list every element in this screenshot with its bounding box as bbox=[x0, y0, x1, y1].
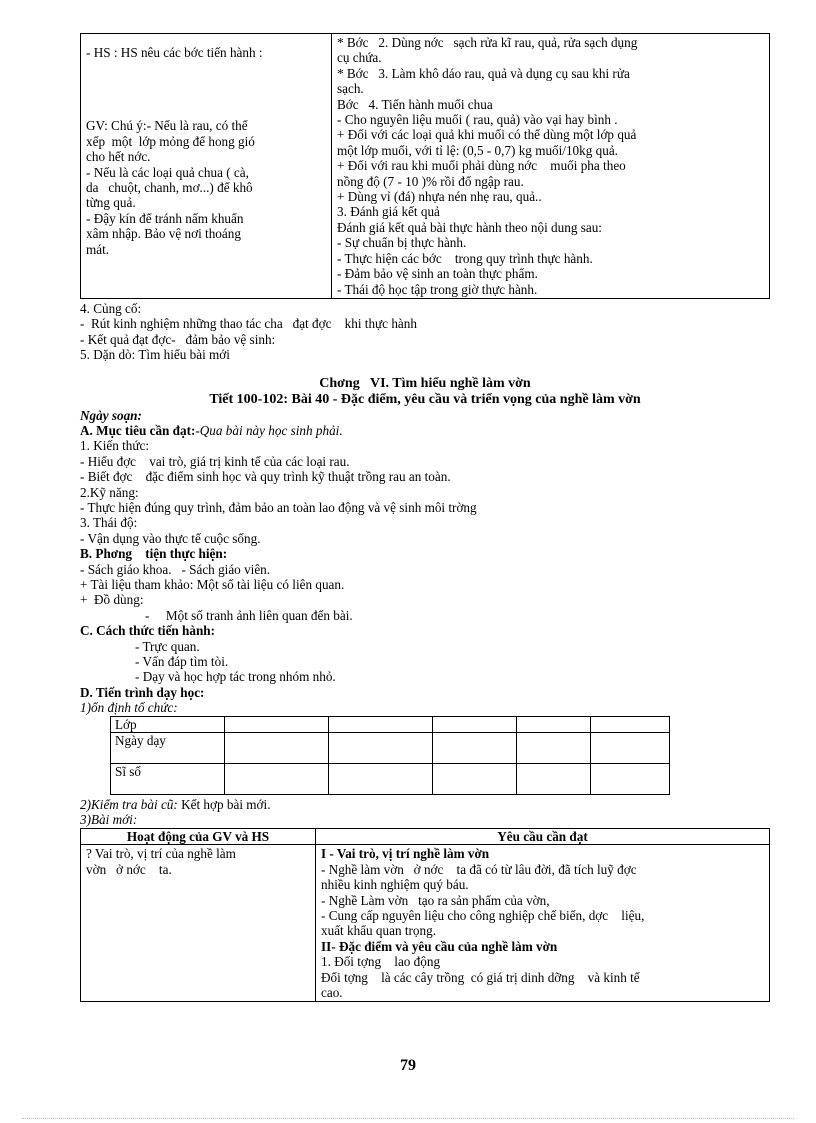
requirement-heading-1: I - Vai trò, vị trí nghề làm vờn bbox=[321, 846, 490, 862]
step-line: - Thái độ học tập trong giờ thực hành. bbox=[337, 281, 538, 297]
class-schedule-table bbox=[110, 716, 670, 795]
section-a: A. Mục tiêu cần đạt:-Qua bài này học sinh phải. 1. Kiến thức: - Hiểu đợc vai trò, giá trị kinh tế của các loại rau. - Biết đợc đặc điểm sinh học và quy trình kỹ thuật trồng rau an toàn. 2.Kỹ năng: - Thực hiện đúng quy trình, đảm bảo an toàn lao động và vệ sinh môi trờng 3. Thái độ: - Vận dụng vào thực tế cuộc sống. bbox=[80, 422, 477, 546]
step-line: sạch. bbox=[337, 81, 364, 97]
prep-date: Ngày soạn: bbox=[80, 407, 142, 423]
hs-instruction: - HS : HS nêu các bớc tiến hành : bbox=[86, 45, 263, 60]
page-number: 79 bbox=[400, 1057, 416, 1074]
step-1: 1)ổn định tổ chức: bbox=[80, 700, 178, 716]
step-line: nồng độ (7 - 10 )% rồi đổ ngập rau. bbox=[337, 173, 524, 189]
requirement-content-cell: I - Vai trò, vị trí nghề làm vờn - Nghề làm vờn ở nớc ta đã có từ lâu đời, đã tích luỹ đợc nhiều kinh nghiệm quý báu. - Nghề Làm vờn tạo ra sản phẩm của vờn, - Cung cấp nguyên liệu cho công nghiệp chế biến, dợc liệu, xuất khẩu quan trọng. II- Đặc điểm và yêu cầu của nghề làm vờn 1. Đối tợng lao động Đối tợng là các cây trồng có giá trị dinh dỡng và kinh tế cao. bbox=[316, 845, 770, 1002]
class-label: Lớp bbox=[111, 716, 225, 732]
step-3: 3)Bài mới: bbox=[80, 812, 138, 828]
section-b: B. Phơng tiện thực hiện: - Sách giáo khoa. - Sách giáo viên. + Tài liệu tham khảo: Một số tài liệu có liên quan. + Đồ dùng: - Một số tranh ảnh liên quan đến bài. bbox=[80, 546, 770, 623]
step-line: - Thực hiện các bớc trong quy trình thực hành. bbox=[337, 250, 593, 266]
section-c: C. Cách thức tiến hành: - Trực quan. - Vấn đáp tìm tòi. - Dạy và học hợp tác trong nhóm nhỏ. bbox=[80, 623, 770, 685]
step-line: - Sự chuẩn bị thực hành. bbox=[337, 235, 467, 251]
step-line: Đánh giá kết quả bài thực hành theo nội dung sau: bbox=[337, 219, 602, 235]
section-d-heading: D. Tiến trình dạy học: bbox=[80, 684, 205, 700]
step-line: cụ chứa. bbox=[337, 50, 382, 66]
teacher-activity-cell bbox=[81, 34, 332, 299]
step-line: 3. Đánh giá kết quả bbox=[337, 204, 440, 220]
step-line: Bớc 4. Tiến hành muối chua bbox=[337, 96, 493, 112]
step-line: + Đối với rau khi muối phải dùng nớc muối pha theo bbox=[337, 158, 626, 174]
count-label: Sĩ số bbox=[111, 764, 225, 795]
step-line: + Đối với các loại quả khi muối có thể dùng một lớp quả bbox=[337, 127, 637, 143]
step-line: - Đảm bảo vệ sinh an toàn thực phẩm. bbox=[337, 266, 538, 282]
step-line: + Dùng vỉ (đá) nhựa nén nhẹ rau, quả.. bbox=[337, 189, 542, 205]
activity-cell: ? Vai trò, vị trí của nghề làm vờn ở nớc ta. bbox=[81, 845, 316, 1002]
requirement-cell bbox=[332, 34, 770, 299]
practice-steps-table bbox=[80, 33, 770, 299]
page-content bbox=[80, 33, 770, 1002]
step-line: * Bớc 2. Dùng nớc sạch rửa kĩ rau, quả, rửa sạch dụng bbox=[337, 35, 638, 50]
step-2-text: Kết hợp bài mới. bbox=[177, 797, 271, 813]
section-d bbox=[80, 685, 770, 828]
lesson-activity-table bbox=[80, 828, 770, 1002]
col-activity-header: Hoạt động của GV và HS bbox=[81, 828, 316, 844]
col-requirement-header: Yêu cầu cần đạt bbox=[316, 828, 770, 844]
consolidation-section: 4. Củng cố: - Rút kinh nghiệm những thao tác cha đạt đợc khi thực hành - Kết quả đạt đợc- đảm bảo vệ sinh: 5. Dặn dò: Tìm hiểu bài mới bbox=[80, 300, 417, 363]
section-a-note: -Qua bài này học sinh phải. bbox=[195, 422, 343, 438]
section-a-heading: A. Mục tiêu cần đạt: bbox=[80, 422, 196, 438]
section-b-heading: B. Phơng tiện thực hiện: bbox=[80, 546, 228, 562]
footer-divider bbox=[22, 1118, 794, 1119]
step-2-label: 2)Kiểm tra bài cũ: bbox=[80, 797, 178, 813]
step-line: * Bớc 3. Làm khô dáo rau, quả và dụng cụ sau khi rửa bbox=[337, 65, 630, 81]
date-label: Ngày dạy bbox=[111, 733, 225, 764]
requirement-heading-2: II- Đặc điểm và yêu cầu của nghề làm vờn bbox=[321, 938, 558, 954]
step-line: - Cho nguyên liệu muối ( rau, quả) vào vại hay bình . bbox=[337, 112, 618, 128]
step-line: một lớp muối, với tỉ lệ: (0,5 - 0,7) kg muối/10kg quả. bbox=[337, 142, 618, 158]
lesson-title: Tiết 100-102: Bài 40 - Đặc điểm, yêu cầu và triển vọng của nghề làm vờn bbox=[209, 391, 641, 407]
gv-note: GV: Chú ý:- Nếu là rau, có thể xếp một lớp mỏng để hong gió cho hết nớc. - Nếu là các loại quả chua ( cà, da chuột, chanh, mơ...) để khô từng quả. - Đậy kín để tránh nấm khuẩn xâm nhập. Bảo vệ nơi thoáng mát. bbox=[86, 118, 255, 257]
chapter-title: Chơng VI. Tìm hiểu nghề làm vờn bbox=[319, 375, 531, 391]
section-c-heading: C. Cách thức tiến hành: bbox=[80, 623, 216, 639]
